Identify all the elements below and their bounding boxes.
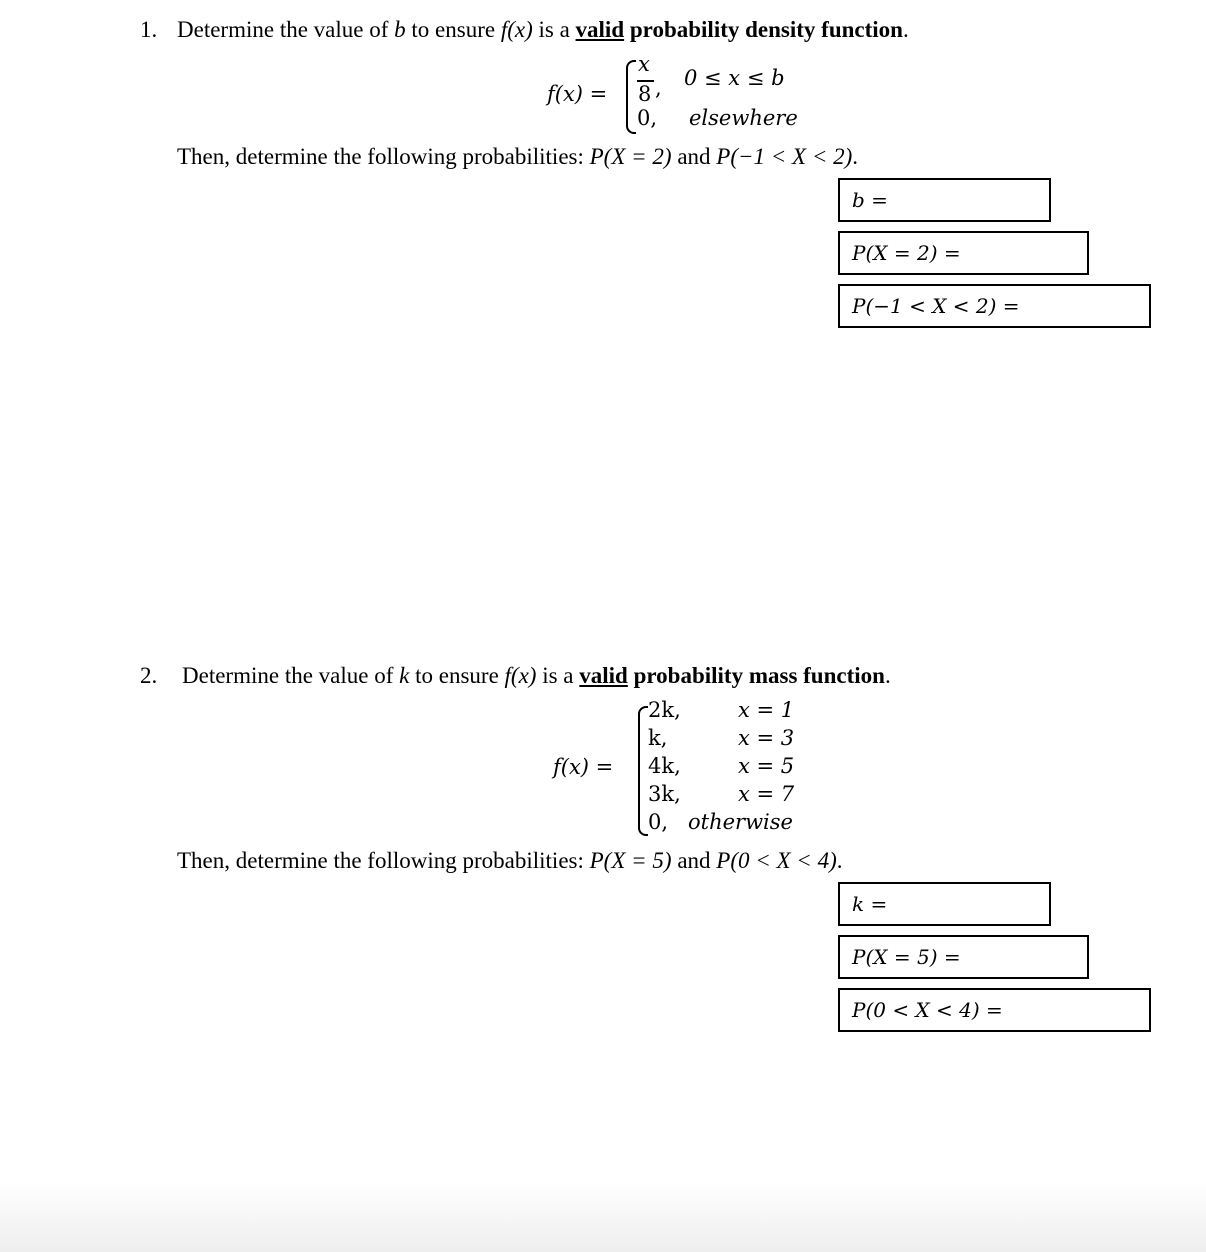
q2-row-cond: otherwise <box>688 810 793 834</box>
q2-row-value: 2k, <box>648 698 681 722</box>
q2-then <box>177 848 843 874</box>
q2-row-value: k, <box>648 726 668 750</box>
q1-and: and <box>671 144 717 169</box>
q1-prob1: P(X = 2) <box>589 144 672 169</box>
q2-text-c: is a <box>536 663 580 688</box>
q2-brace <box>638 706 648 836</box>
page-bottom-shadow <box>0 1182 1206 1252</box>
q1-piece-comma: , <box>655 76 662 100</box>
q2-prob1: P(X = 5) <box>589 848 672 873</box>
q1-answer-p-eq-2-label: P(X = 2) = <box>852 241 961 265</box>
q1-text-c: is a <box>532 17 576 42</box>
q2-answer-p-eq-5[interactable] <box>838 935 1089 979</box>
q1-period: . <box>902 17 909 42</box>
q2-text-b: to ensure <box>409 663 505 688</box>
q2-row-cond: x = 5 <box>738 754 795 778</box>
q2-prompt <box>182 663 891 689</box>
q1-then-end: . <box>852 144 859 169</box>
q2-answer-p-range-label: P(0 < X < 4) = <box>852 998 1003 1022</box>
q1-answer-b[interactable] <box>838 178 1051 222</box>
q2-then-text: Then, determine the following probabilities: <box>177 848 590 873</box>
q1-var: b <box>394 17 406 42</box>
q2-fx: f(x) <box>504 663 537 688</box>
q1-text-d: probability density function <box>624 17 903 42</box>
q2-var: k <box>399 663 410 688</box>
q2-answer-p-eq-5-label: P(X = 5) = <box>852 945 961 969</box>
q1-answer-p-eq-2[interactable] <box>838 231 1089 275</box>
q2-text-a: Determine the value of <box>182 663 400 688</box>
q2-text-d: probability mass function <box>627 663 885 688</box>
q2-answer-k[interactable] <box>838 882 1051 926</box>
q2-valid: valid <box>579 663 628 688</box>
q1-piece-lhs: f(x) = <box>547 82 608 106</box>
q2-and: and <box>671 848 717 873</box>
q2-row-cond: x = 7 <box>738 782 795 806</box>
q1-piece-den: 8 <box>638 82 652 106</box>
q2-row-cond: x = 3 <box>738 726 795 750</box>
q2-row-value: 4k, <box>648 754 681 778</box>
q1-then-text: Then, determine the following probabilities: <box>177 144 590 169</box>
q1-text-b: to ensure <box>405 17 501 42</box>
q1-piece-num: x <box>638 52 650 76</box>
q1-answer-p-range-label: P(−1 < X < 2) = <box>852 294 1020 318</box>
q1-then <box>177 144 858 170</box>
q1-piece-cond2: elsewhere <box>689 106 798 130</box>
q1-brace <box>626 60 636 134</box>
q2-answer-k-label: k = <box>852 892 888 916</box>
q1-prob2: P(−1 < X < 2) <box>716 144 853 169</box>
q1-prompt <box>177 17 909 43</box>
q2-row-cond: x = 1 <box>738 698 795 722</box>
q2-number: 2. <box>140 663 158 688</box>
q2-then-end: . <box>836 848 843 873</box>
q2-period: . <box>884 663 891 688</box>
q1-number: 1. <box>140 17 158 42</box>
q2-answer-p-range[interactable] <box>838 988 1151 1032</box>
q1-piece-zero: 0, <box>637 106 658 130</box>
q1-answer-b-label: b = <box>852 188 888 212</box>
q2-row-value: 3k, <box>648 782 681 806</box>
q1-valid: valid <box>575 17 625 42</box>
q1-text-a: Determine the value of <box>177 17 395 42</box>
q1-answer-p-range[interactable] <box>838 284 1151 328</box>
q2-row-value: 0, <box>648 810 669 834</box>
q1-fx: f(x) <box>500 17 533 42</box>
q1-piece-cond1: 0 ≤ x ≤ b <box>684 66 785 90</box>
q2-prob2: P(0 < X < 4) <box>716 848 837 873</box>
q2-piece-lhs: f(x) = <box>553 755 614 779</box>
